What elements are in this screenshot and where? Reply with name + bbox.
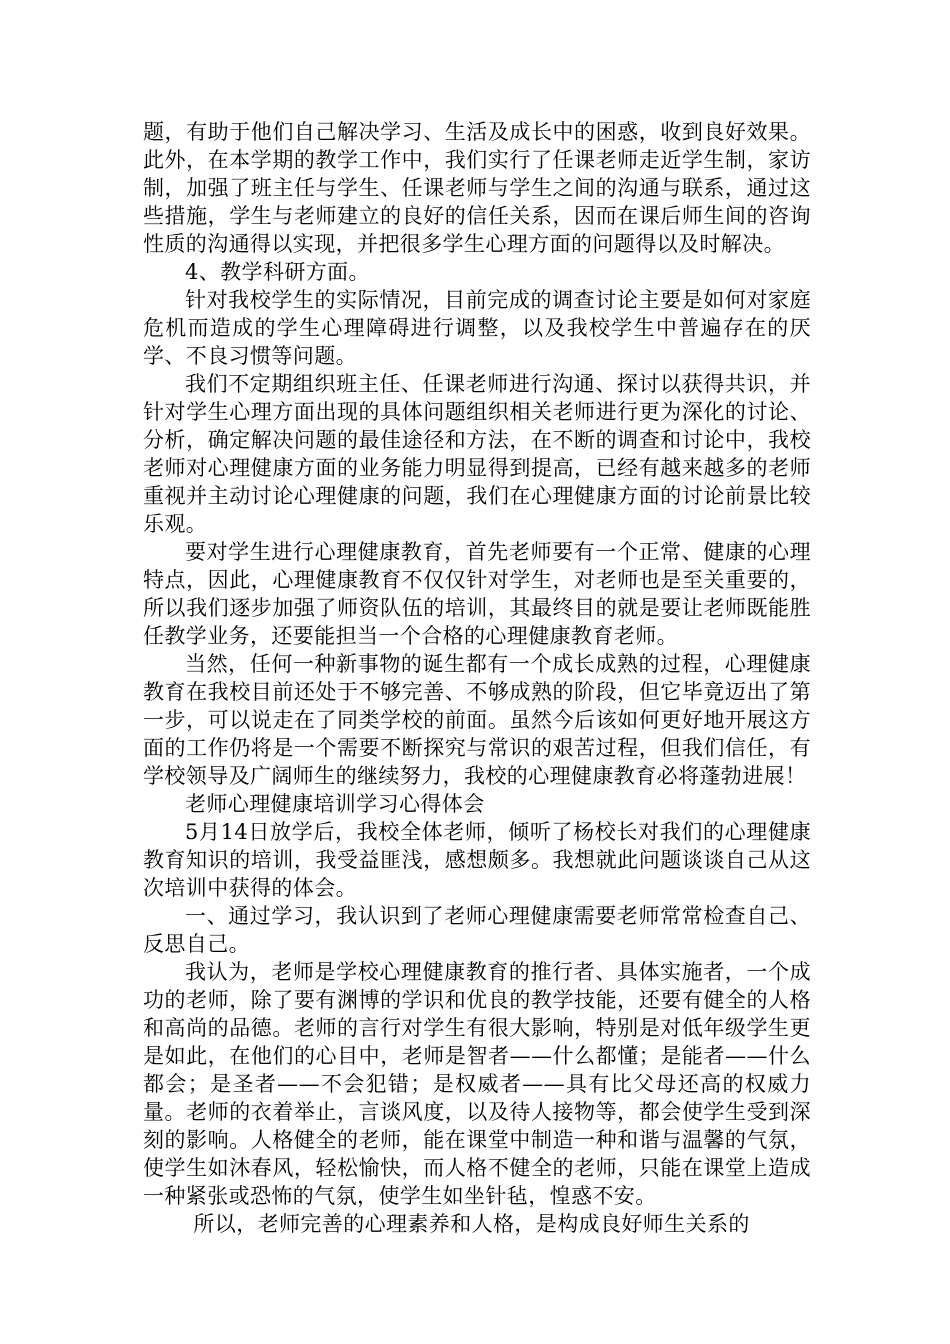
document-page <box>143 118 811 1238</box>
section-heading-research: 4、教学科研方面。 <box>185 260 370 284</box>
paragraph-research-topics: 针对我校学生的实际情况，目前完成的调查讨论主要是如何对家庭危机而造成的学生心理障碍进行调整，以及我校学生中普遍存在的厌学、不良习惯等问题。 <box>143 288 811 368</box>
article-title: 老师心理健康培训学习心得体会 <box>185 792 485 816</box>
paragraph-training-intro: 5月14日放学后，我校全体老师，倾听了杨校长对我们的心理健康教育知识的培训，我受益匪浅，感想颇多。我想就此问题谈谈自己从这次培训中获得的体会。 <box>143 820 811 900</box>
paragraph-outlook: 当然，任何一种新事物的诞生都有一个成长成熟的过程，心理健康教育在我校目前还处于不够完善、不够成熟的阶段，但它毕竟迈出了第一步，可以说走在了同类学校的前面。虽然今后该如何更好地开展这方面的工作仍将是一个需要不断探究与常识的艰苦过程，但我们信任，有学校领导及广阔师生的继续努力，我校的心理健康教育必将蓬勃进展！ <box>143 652 811 788</box>
paragraph-point-one: 一、通过学习，我认识到了老师心理健康需要老师常常检查自己、反思自己。 <box>143 904 811 956</box>
paragraph-teacher-discussion: 我们不定期组织班主任、任课老师进行沟通、探讨以获得共识，并针对学生心理方面出现的具体问题组织相关老师进行更为深化的讨论、分析，确定解决问题的最佳途径和方法，在不断的调查和讨论中，我校老师对心理健康方面的业务能力明显得到提高，已经有越来越多的老师重视并主动讨论心理健康的问题，我们在心理健康方面的讨论前景比较乐观。 <box>143 372 811 536</box>
paragraph-conclusion-start: 所以，老师完善的心理素养和人格，是构成良好师生关系的 <box>193 1212 750 1236</box>
paragraph-teacher-role: 我认为，老师是学校心理健康教育的推行者、具体实施者，一个成功的老师，除了要有渊博的学识和优良的教学技能，还要有健全的人格和高尚的品德。老师的言行对学生有很大影响，特别是对低年级学生更是如此，在他们的心目中，老师是智者——什么都懂；是能者——什么都会；是圣者——不会犯错；是权威者——具有比父母还高的权威力量。老师的衣着举止，言谈风度，以及待人接物等，都会使学生受到深刻的影响。人格健全的老师，能在课堂中制造一种和谐与温馨的气氛，使学生如沐春风，轻松愉快，而人格不健全的老师，只能在课堂上造成一种紧张或恐怖的气氛，使学生如坐针毡，惶惑不安。 <box>143 960 811 1208</box>
paragraph-continuation: 题，有助于他们自己解决学习、生活及成长中的困惑，收到良好效果。此外，在本学期的教学工作中，我们实行了任课老师走近学生制，家访制，加强了班主任与学生、任课老师与学生之间的沟通与联系，通过这些措施，学生与老师建立的良好的信任关系，因而在课后师生间的咨询性质的沟通得以实现，并把很多学生心理方面的问题得以及时解决。 <box>143 120 811 256</box>
paragraph-teacher-training: 要对学生进行心理健康教育，首先老师要有一个正常、健康的心理特点，因此，心理健康教育不仅仅针对学生，对老师也是至关重要的，所以我们逐步加强了师资队伍的培训，其最终目的就是要让老师既能胜任教学业务，还要能担当一个合格的心理健康教育老师。 <box>143 540 811 648</box>
